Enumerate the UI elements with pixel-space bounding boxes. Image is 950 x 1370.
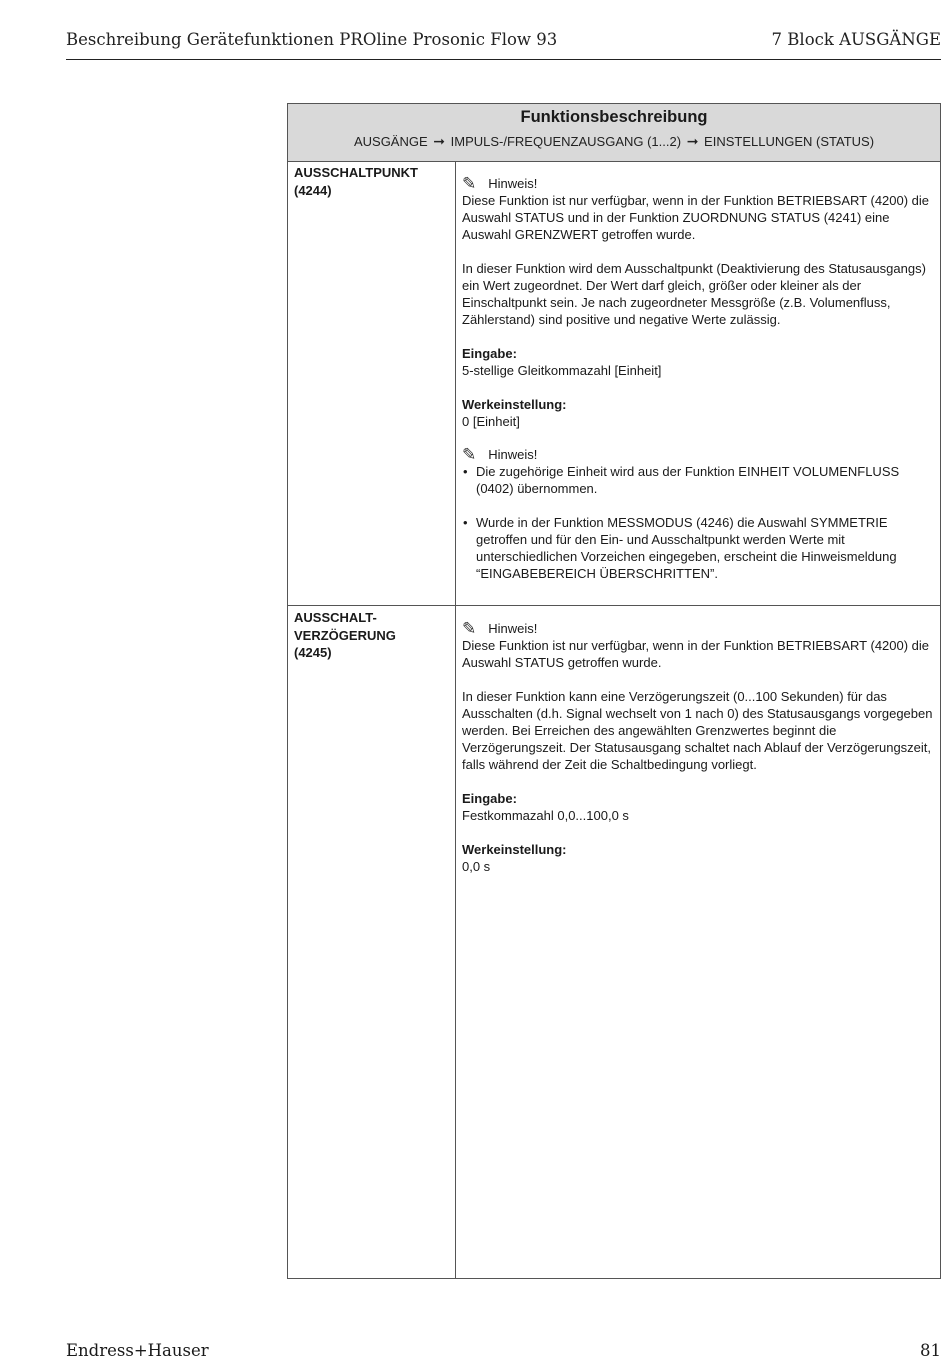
- function-name-cell: [288, 606, 456, 1278]
- arrow-right-icon: ➞: [433, 133, 446, 149]
- pencil-icon: ✎: [462, 445, 477, 464]
- function-name-cell: [288, 161, 456, 605]
- function-name: AUSSCHALTPUNKT: [294, 165, 418, 180]
- table-title: Funktionsbeschreibung: [520, 108, 708, 126]
- function-name: AUSSCHALT-: [294, 610, 377, 625]
- function-code: (4244): [294, 182, 332, 198]
- default-value: 0 [Einheit]: [462, 414, 520, 429]
- default-label: Werkeinstellung:: [462, 842, 567, 857]
- hint-label: Hinweis!: [488, 176, 538, 191]
- hint-list: [462, 463, 934, 582]
- header-title: Beschreibung Gerätefunktionen PROline Prosonic Flow 93: [66, 30, 558, 49]
- company-logo-text: Endress+Hauser: [66, 1341, 209, 1360]
- breadcrumb-item: IMPULS-/FREQUENZAUSGANG (1...2): [450, 134, 682, 149]
- input-label: Eingabe:: [462, 791, 517, 806]
- page-number: 81: [920, 1341, 941, 1360]
- default-value: 0,0 s: [462, 859, 491, 874]
- breadcrumb-item: AUSGÄNGE: [353, 134, 428, 149]
- description: In dieser Funktion wird dem Ausschaltpunkt (Deaktivierung des Statusausgangs) ein Wert zugeordnet. Der Wert darf gleich, größer oder kleiner als der Einschaltpunkt sein. Je nach zugeordneter Messgröße (z.B. Volumenfluss, Zählerstand) sind positive und negative Werte zulässig.: [462, 261, 926, 327]
- table-header: [288, 104, 940, 162]
- hint-heading: [462, 620, 934, 637]
- table-row: [288, 161, 940, 606]
- header-rule: [66, 59, 941, 60]
- function-table: [287, 103, 941, 1279]
- hint-text: Diese Funktion ist nur verfügbar, wenn in der Funktion BETRIEBSART (4200) die Auswahl STATUS und in der Funktion ZUORDNUNG STATUS (4241) eine Auswahl GRENZWERT getroffen wurde.: [462, 193, 930, 242]
- default-label: Werkeinstellung:: [462, 397, 567, 412]
- table-row: [288, 606, 940, 1278]
- description: In dieser Funktion kann eine Verzögerungszeit (0...100 Sekunden) für das Ausschalten (d.h. Signal wechselt von 1 nach 0) des Statusausgangs vorgegeben werden. Bei Erreichen des angewählten Grenzwertes beginnt die Verzögerungszeit. Der Statusausgang schaltet nach Ablauf der Verzögerungszeit, falls während der Zeit die Schaltbedingung vorliegt.: [462, 689, 933, 772]
- hint-label: Hinweis!: [488, 621, 538, 636]
- breadcrumb-item: EINSTELLUNGEN (STATUS): [704, 134, 875, 149]
- list-item: • Die zugehörige Einheit wird aus der Funktion EINHEIT VOLUMENFLUSS (0402) übernommen.: [462, 463, 934, 497]
- header-section: 7 Block AUSGÄNGE: [771, 30, 941, 49]
- function-description-cell: [456, 161, 940, 605]
- function-description-cell: [456, 606, 940, 1278]
- pencil-icon: ✎: [462, 619, 477, 638]
- hint-label: Hinweis!: [488, 447, 538, 462]
- hint-heading: [462, 446, 934, 463]
- input-label: Eingabe:: [462, 346, 517, 361]
- function-code: (4245): [294, 645, 332, 660]
- function-name: VERZÖGERUNG: [294, 627, 396, 643]
- list-item: • Wurde in der Funktion MESSMODUS (4246) die Auswahl SYMMETRIE getroffen und für den Ein- und Ausschaltpunkt werden Werte mit unterschiedlichen Vorzeichen eingegeben, erscheint die Hinweismeldung “EINGABEBEREICH ÜBERSCHRITTEN”.: [462, 514, 934, 582]
- pencil-icon: ✎: [462, 174, 477, 193]
- input-value: Festkommazahl 0,0...100,0 s: [462, 808, 629, 823]
- hint-text: Diese Funktion ist nur verfügbar, wenn in der Funktion BETRIEBSART (4200) die Auswahl STATUS getroffen wurde.: [462, 638, 930, 670]
- hint-heading: [462, 175, 934, 192]
- arrow-right-icon: ➞: [686, 133, 699, 149]
- breadcrumb: [288, 133, 940, 150]
- input-value: 5-stellige Gleitkommazahl [Einheit]: [462, 363, 662, 378]
